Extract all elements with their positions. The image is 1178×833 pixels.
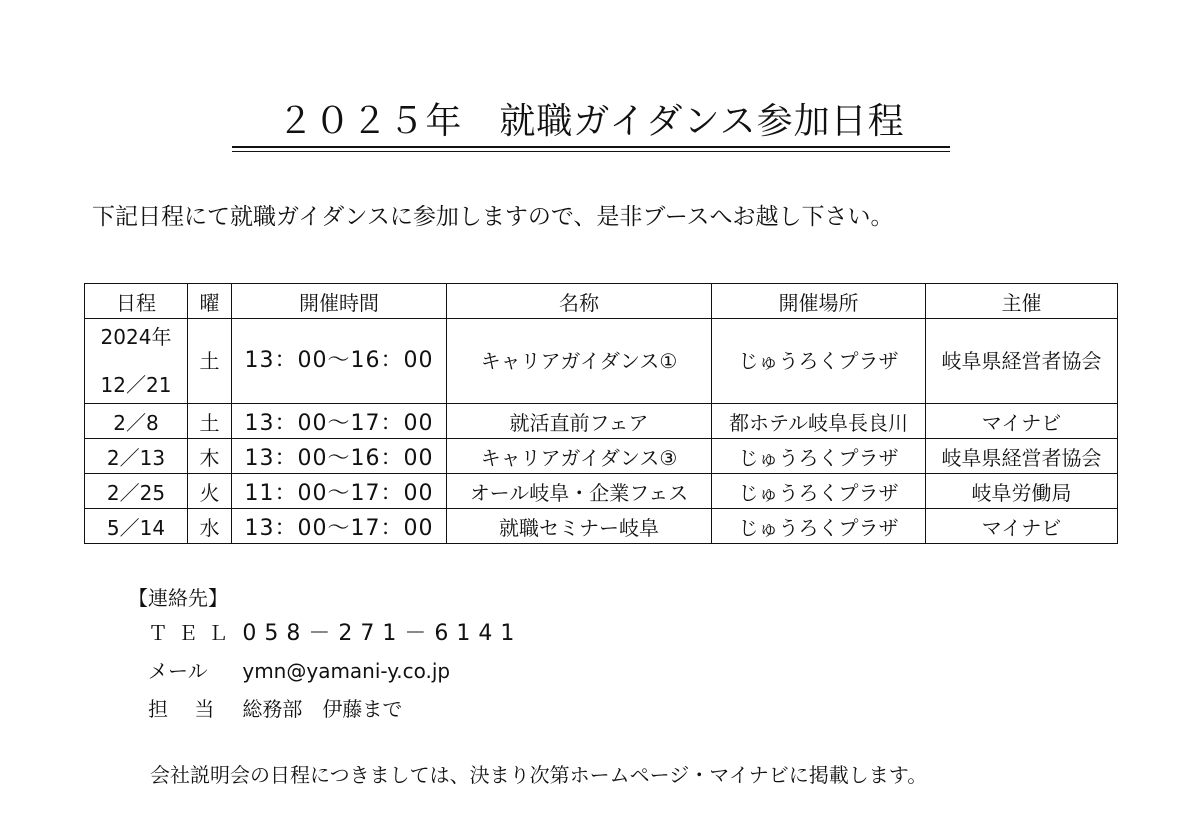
header-host: 主催 (926, 284, 1118, 319)
tel-value: 058－271－6141 (242, 621, 523, 646)
date-cell: 5／14 (85, 509, 188, 544)
title-underline (232, 146, 950, 148)
day-cell: 木 (188, 439, 232, 474)
title-underline-thin (232, 151, 950, 152)
host-cell: 岐阜県経営者協会 (926, 439, 1118, 474)
tel-label: ＴＥＬ (148, 621, 238, 645)
name-cell: 就職セミナー岐阜 (447, 509, 712, 544)
host-cell: マイナビ (926, 404, 1118, 439)
header-day: 曜 (188, 284, 232, 319)
host-cell: マイナビ (926, 509, 1118, 544)
contact-tel-row (148, 618, 522, 649)
time-cell: 11：00～17：00 (232, 474, 447, 509)
name-cell: キャリアガイダンス③ (447, 439, 712, 474)
day-cell: 水 (188, 509, 232, 544)
person-label: 担 当 (148, 697, 225, 721)
contact-heading: 【連絡先】 (128, 586, 228, 610)
table-row (85, 509, 1118, 544)
date-cell (85, 319, 188, 404)
person-value: 総務部 伊藤まで (242, 697, 403, 721)
header-name: 名称 (447, 284, 712, 319)
contact-person-row (148, 694, 402, 724)
host-cell: 岐阜県経営者協会 (926, 319, 1118, 404)
name-cell: オール岐阜・企業フェス (447, 474, 712, 509)
name-cell: キャリアガイダンス① (447, 319, 712, 404)
schedule-table (84, 283, 1118, 544)
time-cell: 13：00～17：00 (232, 509, 447, 544)
time-cell: 13：00～16：00 (232, 439, 447, 474)
name-cell: 就活直前フェア (447, 404, 712, 439)
place-cell: じゅうろくプラザ (712, 439, 926, 474)
day-cell: 土 (188, 319, 232, 404)
date-cell: 2／25 (85, 474, 188, 509)
place-cell: じゅうろくプラザ (712, 319, 926, 404)
header-date: 日程 (85, 284, 188, 319)
table-row (85, 474, 1118, 509)
mail-value: ymn@yamani-y.co.jp (242, 659, 451, 683)
date-cell: 2／13 (85, 439, 188, 474)
header-time: 開催時間 (232, 284, 447, 319)
time-cell: 13：00～16：00 (232, 319, 447, 404)
date-day: 12／21 (100, 373, 172, 397)
table-header-row (85, 284, 1118, 319)
intro-text: 下記日程にて就職ガイダンスに参加しますので、是非ブースへお越し下さい。 (92, 204, 894, 230)
date-cell: 2／8 (85, 404, 188, 439)
mail-label: メール (148, 659, 208, 683)
place-cell: 都ホテル岐阜長良川 (712, 404, 926, 439)
date-year: 2024年 (100, 325, 172, 349)
day-cell: 土 (188, 404, 232, 439)
host-cell: 岐阜労働局 (926, 474, 1118, 509)
header-place: 開催場所 (712, 284, 926, 319)
contact-mail-row (148, 656, 450, 686)
page-title: ２０２５年 就職ガイダンス参加日程 (277, 101, 905, 142)
day-cell: 火 (188, 474, 232, 509)
table-row (85, 319, 1118, 404)
table-row (85, 439, 1118, 474)
place-cell: じゅうろくプラザ (712, 474, 926, 509)
table-row (85, 404, 1118, 439)
place-cell: じゅうろくプラザ (712, 509, 926, 544)
time-cell: 13：00～17：00 (232, 404, 447, 439)
notice-text: 会社説明会の日程につきましては、決まり次第ホームページ・マイナビに掲載します。 (150, 763, 928, 787)
